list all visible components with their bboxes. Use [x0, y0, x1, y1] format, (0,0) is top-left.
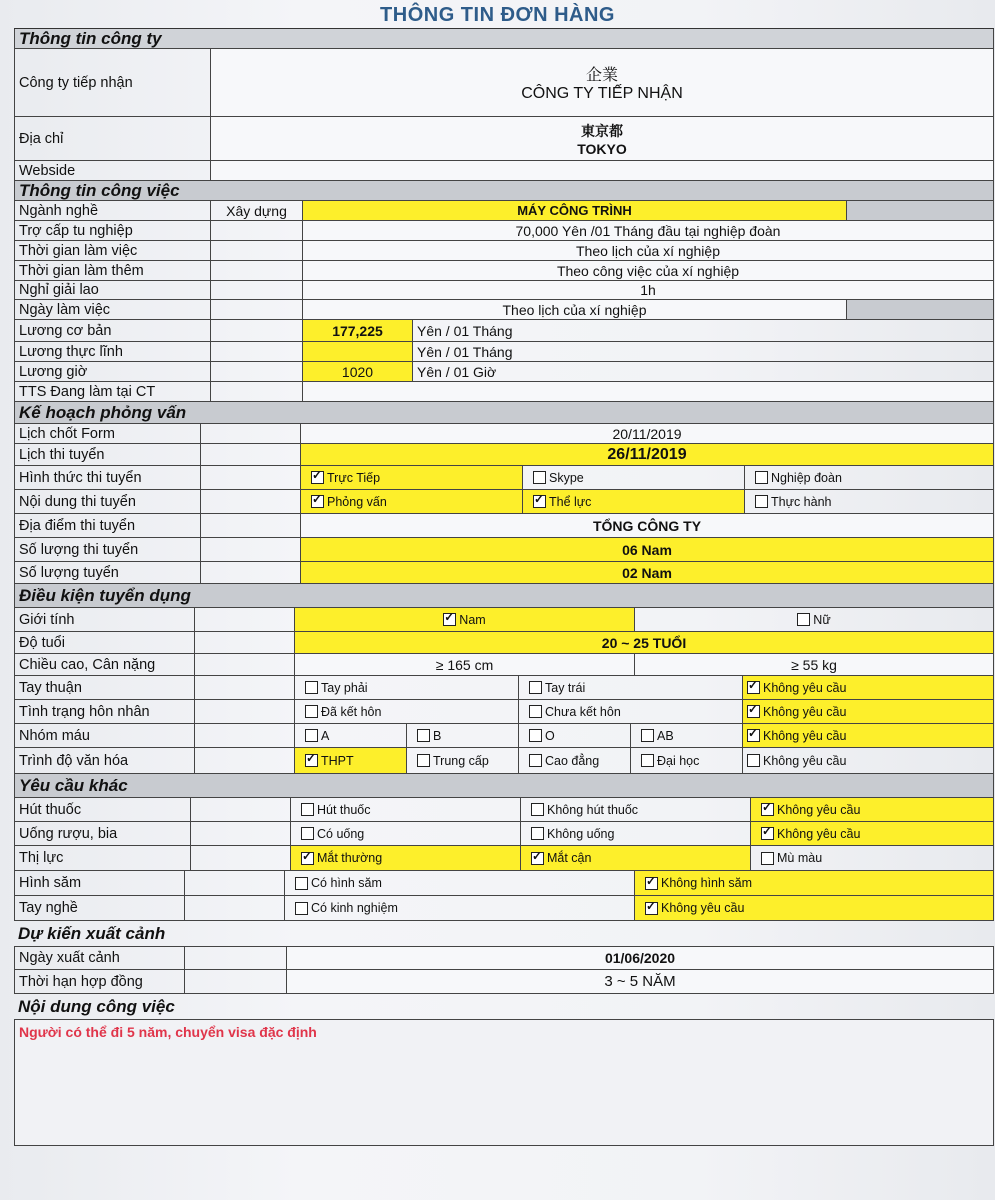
smoke-any[interactable] [750, 798, 994, 821]
section-title: Thông tin công việc [14, 181, 994, 200]
hire-count-label: Số lượng tuyển [14, 562, 200, 583]
tattoo-label: Hình săm [14, 871, 184, 895]
page-title: THÔNG TIN ĐƠN HÀNG [380, 4, 615, 26]
row-hire-count [14, 562, 994, 584]
checkbox-icon[interactable] [305, 729, 318, 742]
hourly-spacer [210, 362, 302, 381]
hand-spacer [194, 676, 294, 699]
exam-count-value: 06 Nam [300, 538, 994, 561]
edu-highschool[interactable] [294, 748, 406, 773]
row-marital [14, 700, 994, 724]
contract-value: 3 ~ 5 NĂM [286, 970, 994, 993]
checkbox-icon[interactable] [295, 902, 308, 915]
form-deadline-value: 20/11/2019 [300, 424, 994, 443]
tts-value [302, 382, 994, 401]
website-label: Webside [14, 161, 210, 180]
age-label: Độ tuổi [14, 632, 194, 653]
row-tattoo [14, 871, 994, 896]
worktime-label: Thời gian làm việc [14, 241, 210, 260]
option-label: Không yêu cầu [661, 901, 745, 915]
gender-label: Giới tính [14, 608, 194, 631]
option-label: A [321, 728, 330, 743]
marital-spacer [194, 700, 294, 723]
checkbox-icon[interactable] [417, 754, 430, 767]
checkbox-checked-icon[interactable] [311, 495, 324, 508]
row-industry [14, 201, 994, 221]
blood-ab[interactable] [630, 724, 742, 747]
row-drinking [14, 822, 994, 846]
row-height-weight [14, 654, 994, 676]
marital-any[interactable] [742, 700, 994, 723]
checkbox-checked-icon[interactable] [645, 902, 658, 915]
checkbox-checked-icon[interactable] [443, 613, 456, 626]
option-label: Thực hành [771, 494, 832, 509]
drink-yes[interactable] [290, 822, 520, 845]
section-title: Yêu cầu khác [14, 774, 994, 797]
exam-count-spacer [200, 538, 300, 561]
option-label: Không yêu cầu [763, 728, 847, 743]
net-salary-label: Lương thực lĩnh [14, 342, 210, 361]
option-label: AB [657, 728, 674, 743]
location-spacer [200, 514, 300, 537]
workdays-spacer [210, 300, 302, 319]
hourly-unit: Yên / 01 Giờ [412, 362, 994, 381]
blood-spacer [194, 724, 294, 747]
row-basic-salary [14, 320, 994, 342]
edu-college[interactable] [518, 748, 630, 773]
option-label: Có uống [317, 826, 365, 841]
option-label: Nghiệp đoàn [771, 470, 842, 485]
vision-normal[interactable] [290, 846, 520, 870]
gender-female[interactable] [634, 608, 994, 631]
gender-spacer [194, 608, 294, 631]
net-salary-spacer [210, 342, 302, 361]
edu-any[interactable] [742, 748, 994, 773]
option-label: Phỏng vấn [327, 494, 387, 509]
exam-type-label: Hình thức thi tuyển [14, 466, 200, 489]
exam-type-spacer [200, 466, 300, 489]
smoke-no[interactable] [520, 798, 750, 821]
address-label: Địa chỉ [14, 117, 210, 160]
checkbox-icon[interactable] [301, 827, 314, 840]
row-workdays [14, 300, 994, 320]
checkbox-icon[interactable] [305, 705, 318, 718]
departure-date-value: 01/06/2020 [286, 947, 994, 969]
tts-spacer [210, 382, 302, 401]
tattoo-no[interactable] [634, 871, 994, 895]
age-spacer [194, 632, 294, 653]
section-content [14, 994, 994, 1020]
checkbox-icon[interactable] [417, 729, 430, 742]
row-departure-date [14, 947, 994, 970]
option-label: Không yêu cầu [777, 826, 861, 841]
row-tts [14, 382, 994, 402]
row-overtime [14, 261, 994, 281]
address-value [210, 117, 994, 160]
workdays-blank [846, 300, 994, 319]
industry-blank [846, 201, 994, 220]
option-label: Mù màu [777, 851, 823, 865]
option-label: Nam [459, 612, 486, 627]
checkbox-icon[interactable] [755, 495, 768, 508]
basic-salary-label: Lương cơ bản [14, 320, 210, 341]
checkbox-icon[interactable] [529, 754, 542, 767]
option-label: Có kinh nghiệm [311, 901, 398, 915]
option-label: Mắt thường [317, 851, 383, 865]
checkbox-checked-icon[interactable] [301, 852, 314, 865]
option-label: Tay trái [545, 680, 586, 695]
exam-date-value: 26/11/2019 [300, 444, 994, 465]
exam-count-label: Số lượng thi tuyển [14, 538, 200, 561]
row-skill [14, 896, 994, 921]
section-title: Dự kiến xuất cảnh [18, 923, 166, 943]
option-label: Cao đẳng [545, 753, 600, 768]
section-title: Kế hoạch phỏng vấn [14, 402, 994, 423]
section-company [14, 29, 994, 49]
section-title: Thông tin công ty [14, 29, 994, 48]
row-break [14, 281, 994, 300]
departure-date-label: Ngày xuất cảnh [14, 947, 184, 969]
height-weight-label: Chiều cao, Cân nặng [14, 654, 194, 675]
edu-spacer [194, 748, 294, 773]
row-contract [14, 970, 994, 994]
skill-spacer [184, 896, 284, 920]
row-blood [14, 724, 994, 748]
option-label: Không yêu cầu [763, 680, 847, 695]
vision-colorblind[interactable] [750, 846, 994, 870]
content-note: Người có thể đi 5 năm, chuyển visa đặc định [19, 1024, 317, 1040]
section-title: Nội dung công việc [18, 996, 175, 1016]
option-label: Tay phải [321, 680, 368, 695]
exam-type-direct[interactable] [300, 466, 522, 489]
blood-o[interactable] [518, 724, 630, 747]
allowance-spacer [210, 221, 302, 240]
row-location [14, 514, 994, 538]
worktime-value: Theo lịch của xí nghiệp [302, 241, 994, 260]
hand-left[interactable] [518, 676, 742, 699]
drink-no[interactable] [520, 822, 750, 845]
exam-content-spacer [200, 490, 300, 513]
overtime-spacer [210, 261, 302, 280]
checkbox-icon[interactable] [529, 729, 542, 742]
option-label: Không hình săm [661, 876, 753, 890]
allowance-label: Trợ cấp tu nghiệp [14, 221, 210, 240]
row-website [14, 161, 994, 181]
edu-label: Trình độ văn hóa [14, 748, 194, 773]
checkbox-icon[interactable] [533, 471, 546, 484]
overtime-value: Theo công việc của xí nghiệp [302, 261, 994, 280]
industry-label: Ngành nghề [14, 201, 210, 220]
option-label: THPT [321, 753, 354, 768]
vision-label: Thị lực [14, 846, 190, 870]
blood-b[interactable] [406, 724, 518, 747]
industry-detail: MÁY CÔNG TRÌNH [302, 201, 846, 220]
blood-label: Nhóm máu [14, 724, 194, 747]
checkbox-icon[interactable] [531, 803, 544, 816]
section-interview [14, 402, 994, 424]
location-label: Địa điểm thi tuyển [14, 514, 200, 537]
exam-content-interview[interactable] [300, 490, 522, 513]
exam-date-spacer [200, 444, 300, 465]
tts-label: TTS Đang làm tại CT [14, 382, 210, 401]
option-label: Trực Tiếp [327, 470, 381, 485]
row-exam-count [14, 538, 994, 562]
option-label: Có hình săm [311, 876, 382, 890]
workdays-value: Theo lịch của xí nghiệp [302, 300, 846, 319]
exam-content-practice[interactable] [744, 490, 994, 513]
option-label: Không yêu cầu [763, 704, 847, 719]
height-value: ≥ 165 cm [294, 654, 634, 675]
checkbox-icon[interactable] [305, 681, 318, 694]
gender-male[interactable] [294, 608, 634, 631]
checkbox-checked-icon[interactable] [311, 471, 324, 484]
checkbox-icon[interactable] [755, 471, 768, 484]
row-address [14, 117, 994, 161]
option-label: Không hút thuốc [547, 802, 639, 817]
section-job [14, 181, 994, 201]
checkbox-checked-icon[interactable] [747, 681, 760, 694]
marital-married[interactable] [294, 700, 518, 723]
hourly-label: Lương giờ [14, 362, 210, 381]
checkbox-icon[interactable] [761, 852, 774, 865]
smoke-yes[interactable] [290, 798, 520, 821]
checkbox-icon[interactable] [295, 877, 308, 890]
exam-content-physical[interactable] [522, 490, 744, 513]
worktime-spacer [210, 241, 302, 260]
hourly-value: 1020 [302, 362, 412, 381]
receiver-value [210, 49, 994, 116]
break-spacer [210, 281, 302, 299]
smoke-spacer [190, 798, 290, 821]
checkbox-checked-icon[interactable] [747, 729, 760, 742]
weight-value: ≥ 55 kg [634, 654, 994, 675]
checkbox-checked-icon[interactable] [531, 852, 544, 865]
exam-content-label: Nội dung thi tuyển [14, 490, 200, 513]
section-other [14, 774, 994, 798]
row-exam-content [14, 490, 994, 514]
row-age [14, 632, 994, 654]
hire-count-spacer [200, 562, 300, 583]
net-salary-unit: Yên / 01 Tháng [412, 342, 994, 361]
option-label: Không yêu cầu [763, 753, 847, 768]
drink-spacer [190, 822, 290, 845]
option-label: Skype [549, 470, 584, 485]
skill-experienced[interactable] [284, 896, 634, 920]
row-form-deadline [14, 424, 994, 444]
row-exam-type [14, 466, 994, 490]
vision-myopia[interactable] [520, 846, 750, 870]
industry-value: Xây dựng [210, 201, 302, 220]
skill-any[interactable] [634, 896, 994, 920]
form-deadline-label: Lịch chốt Form [14, 424, 200, 443]
row-vision [14, 846, 994, 871]
edu-intermediate[interactable] [406, 748, 518, 773]
contract-spacer [184, 970, 286, 993]
exam-type-skype[interactable] [522, 466, 744, 489]
skill-label: Tay nghề [14, 896, 184, 920]
option-label: Hút thuốc [317, 802, 371, 817]
break-value: 1h [302, 281, 994, 299]
row-exam-date [14, 444, 994, 466]
checkbox-icon[interactable] [747, 754, 760, 767]
contract-label: Thời hạn hợp đồng [14, 970, 184, 993]
checkbox-checked-icon[interactable] [761, 827, 774, 840]
receiver-label: Công ty tiếp nhận [14, 49, 210, 116]
hand-any[interactable] [742, 676, 994, 699]
order-form [14, 28, 994, 1146]
option-label: Không yêu cầu [777, 802, 861, 817]
basic-salary-value: 177,225 [302, 320, 412, 341]
row-gender [14, 608, 994, 632]
checkbox-icon[interactable] [531, 827, 544, 840]
drink-label: Uống rượu, bia [14, 822, 190, 845]
exam-date-label: Lịch thi tuyển [14, 444, 200, 465]
row-education [14, 748, 994, 774]
checkbox-checked-icon[interactable] [761, 803, 774, 816]
content-note-box [14, 1020, 994, 1145]
section-departure [14, 921, 994, 947]
basic-salary-spacer [210, 320, 302, 341]
option-label: Chưa kết hôn [545, 704, 621, 719]
option-label: Đại học [657, 753, 700, 768]
break-label: Nghỉ giải lao [14, 281, 210, 299]
hire-count-value: 02 Nam [300, 562, 994, 583]
row-hand [14, 676, 994, 700]
receiver-vi: CÔNG TY TIẾP NHẬN [521, 85, 683, 102]
checkbox-checked-icon[interactable] [747, 705, 760, 718]
drink-any[interactable] [750, 822, 994, 845]
row-content-note [14, 1020, 994, 1146]
section-conditions [14, 584, 994, 608]
row-allowance [14, 221, 994, 241]
option-label: O [545, 728, 555, 743]
checkbox-checked-icon[interactable] [645, 877, 658, 890]
option-label: B [433, 728, 442, 743]
workdays-label: Ngày làm việc [14, 300, 210, 319]
smoke-label: Hút thuốc [14, 798, 190, 821]
address-jp: 東京都 [581, 122, 623, 139]
net-salary-value [302, 342, 412, 361]
row-smoking [14, 798, 994, 822]
marital-single[interactable] [518, 700, 742, 723]
tattoo-yes[interactable] [284, 871, 634, 895]
option-label: Nữ [813, 612, 831, 627]
receiver-jp: 企業 [585, 67, 618, 84]
hand-label: Tay thuận [14, 676, 194, 699]
vision-spacer [190, 846, 290, 870]
checkbox-icon[interactable] [641, 754, 654, 767]
blood-any[interactable] [742, 724, 994, 747]
section-title: Điều kiện tuyển dụng [14, 584, 994, 607]
checkbox-icon[interactable] [301, 803, 314, 816]
row-hourly [14, 362, 994, 382]
departure-date-spacer [184, 947, 286, 969]
option-label: Không uống [547, 826, 615, 841]
height-weight-spacer [194, 654, 294, 675]
checkbox-icon[interactable] [797, 613, 810, 626]
checkbox-checked-icon[interactable] [305, 754, 318, 767]
option-label: Đã kết hôn [321, 704, 382, 719]
checkbox-icon[interactable] [641, 729, 654, 742]
checkbox-icon[interactable] [529, 705, 542, 718]
address-en: TOKYO [577, 140, 627, 157]
website-value [210, 161, 994, 180]
blood-a[interactable] [294, 724, 406, 747]
overtime-label: Thời gian làm thêm [14, 261, 210, 280]
tattoo-spacer [184, 871, 284, 895]
option-label: Trung cấp [433, 753, 489, 768]
row-worktime [14, 241, 994, 261]
row-net-salary [14, 342, 994, 362]
marital-label: Tình trạng hôn nhân [14, 700, 194, 723]
allowance-value: 70,000 Yên /01 Tháng đầu tại nghiệp đoàn [302, 221, 994, 240]
age-value: 20 ~ 25 TUỔI [294, 632, 994, 653]
hand-right[interactable] [294, 676, 518, 699]
checkbox-icon[interactable] [529, 681, 542, 694]
basic-salary-unit: Yên / 01 Tháng [412, 320, 994, 341]
location-value: TỔNG CÔNG TY [300, 514, 994, 537]
option-label: Mắt cận [547, 851, 592, 865]
exam-type-union[interactable] [744, 466, 994, 489]
checkbox-checked-icon[interactable] [533, 495, 546, 508]
edu-university[interactable] [630, 748, 742, 773]
form-deadline-spacer [200, 424, 300, 443]
row-company-receiver [14, 49, 994, 117]
option-label: Thể lực [549, 494, 592, 509]
